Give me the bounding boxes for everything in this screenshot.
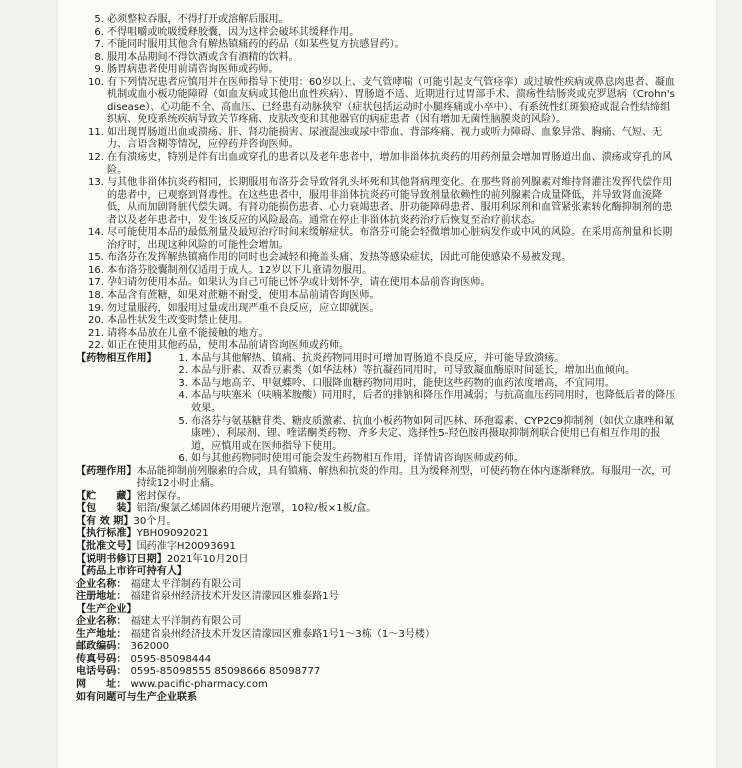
item-text: 本品与呋塞米（呋喃苯胺酸）同用时，后者的排钠和降压作用减弱；与抗高血压药同用时，也降低后者的降压效果。 [191, 390, 676, 414]
interaction-item [82, 416, 678, 454]
field-label: 邮政编码： [76, 641, 127, 653]
item-text: 有下列情况患者应慎用并在医师指导下使用：60岁以上、支气管哮喘（可能引起支气管痉挛）或过敏性疾病或鼻息肉患者、凝血机制或血小板功能障碍（如血友病或其他出血性疾病）、胃肠道不适、近期进行过胃部手术、溃疡性结肠炎或克罗恩病（Crohn's disease）、心功能不全、高血压、已经患有动脉狭窄（症状包括运动时小腿疼痛或小卒中）、有系统性红斑狼疮或混合性结缔组织病、免疫系统疾病导致关节疼痛、皮肤改变和其他器官的病症患者（因有增加无菌性脑膜炎的风险）。 [107, 76, 675, 126]
standard-text: YBH09092021 [136, 528, 209, 540]
item-text: 与其他非甾体抗炎药相同，长期服用布洛芬会导致肾乳头坏死和其他肾病理变化。在那些肾前列腺素对维持肾灌注发挥代偿作用的患者中，已观察到肾毒性。在这些患者中，服用非甾体抗炎药可能导致剂量依赖性的前列腺素合成量降低，并导致肾血流降低，从而加剧肾脏代偿失调。有肾功能损伤患者、心力衰竭患者、肝功能障碍患者、服用利尿剂和血管紧张素转化酶抑制剂的患者以及老年患者中，发生该反应的风险最高。通常在停止非甾体抗炎药治疗后恢复至治疗前状态。 [107, 177, 673, 226]
precaution-item [82, 328, 678, 341]
package-section [76, 503, 678, 516]
footer-note: 如有问题可与生产企业联系 [76, 691, 198, 703]
precaution-item [82, 64, 678, 77]
field-value: 福建省泉州经济技术开发区清濛园区雅泰路1号1～3栋（1～3号楼） [130, 628, 436, 640]
item-text: 本布洛芬胶囊制剂仅适用于成人。12岁以下儿童请勿服用。 [107, 264, 373, 276]
item-text: 布洛芬与氨基糖苷类、糖皮质激素、抗血小板药物如阿司匹林、环孢霉素、CYP2C9抑制剂（如伏立康唑和氟康唑）、利尿剂、锂、喹诺酮类药物、齐多夫定、选择性5-羟色胺再摄取抑制剂联合使用已有相互作用的报道，应慎用或在医师指导下使用。 [191, 415, 675, 452]
item-text: 必须整粒吞服，不得打开或溶解后服用。 [107, 14, 289, 25]
item-number: 17. [87, 277, 104, 289]
precaution-item [82, 177, 678, 227]
item-number: 2. [178, 365, 188, 377]
precaution-item [82, 39, 678, 52]
item-text: 本品与地高辛、甲氨蝶呤、口服降血糖药物同用时，能使这些药物的血药浓度增高，不宜同用。 [191, 377, 615, 389]
item-number: 7. [94, 39, 104, 51]
manufacturer-field [76, 666, 678, 679]
item-number: 1. [178, 352, 188, 364]
field-label: 生产地址： [76, 628, 127, 640]
item-text: 肠胃病患者使用前请咨询医师或药师。 [107, 64, 279, 76]
item-number: 6. [178, 453, 188, 465]
precaution-item [82, 227, 678, 252]
item-number: 20. [87, 315, 104, 327]
precaution-item [82, 303, 678, 316]
manufacturer-field [76, 616, 678, 629]
item-number: 3. [178, 377, 188, 389]
item-number: 14. [87, 227, 104, 239]
pharmacology-section [76, 466, 678, 491]
field-value: 362000 [130, 641, 170, 653]
item-text: 本品含有蔗糖，如果对蔗糖不耐受，使用本品前请咨询医师。 [107, 290, 380, 302]
precaution-item [82, 277, 678, 290]
field-label: 企业名称： [76, 616, 127, 628]
field-label: 传真号码： [76, 653, 127, 665]
precaution-item [82, 14, 678, 27]
item-text: 勿过量服药，如服用过量或出现严重不良反应，应立即就医。 [107, 302, 380, 314]
interaction-item [82, 365, 678, 378]
precaution-item [82, 290, 678, 303]
item-number: 5. [178, 415, 188, 427]
item-text: 本品与其他解热、镇痛、抗炎药物同用时可增加胃肠道不良反应，并可能导致溃疡。 [191, 352, 565, 364]
revision-text: 2021年10月20日 [166, 553, 249, 565]
precaution-item [82, 252, 678, 265]
field-label: 电话号码： [76, 666, 127, 678]
item-number: 19. [87, 302, 104, 314]
manufacturer-header: 【生产企业】 [76, 603, 137, 615]
pharmacology-label: 【药理作用】 [76, 465, 137, 477]
interaction-item [82, 378, 678, 391]
precaution-item [82, 265, 678, 278]
precaution-item [82, 77, 678, 127]
item-number: 13. [87, 177, 104, 189]
field-value: 福建太平洋制药有限公司 [130, 616, 242, 628]
field-label: 企业名称： [76, 578, 127, 590]
interactions-list [82, 353, 678, 466]
item-text: 不能同时服用其他含有解热镇痛药的药品（如某些复方抗感冒药）。 [107, 39, 405, 51]
item-number: 18. [87, 290, 104, 302]
standard-section [76, 528, 678, 541]
package-label: 【包 装】 [76, 503, 137, 515]
package-text: 铝箔/聚氯乙烯固体药用硬片泡罩，10粒/板×1板/盒。 [136, 503, 377, 515]
interactions-label: 【药物相互作用】 [76, 352, 157, 364]
item-text: 如出现胃肠道出血或溃疡、肝、肾功能损害、尿液混浊或尿中带血、背部疼痛、视力或听力障碍、血象异常、胸痛、气短、无力、言语含糊等情况，应停药并咨询医师。 [107, 126, 663, 151]
item-number: 4. [178, 390, 188, 402]
mah-header: 【药品上市许可持有人】 [76, 566, 188, 578]
item-number: 10. [87, 76, 104, 88]
manufacturer-info [76, 616, 678, 691]
item-number: 9. [94, 64, 104, 76]
manufacturer-field [76, 679, 678, 692]
leaflet-text [76, 14, 678, 704]
item-text: 如正在使用其他药品，使用本品前请咨询医师或药师。 [107, 340, 350, 352]
precaution-item [82, 340, 678, 353]
item-number: 21. [87, 327, 104, 339]
item-text: 孕妇请勿使用本品。如果认为自己可能已怀孕或计划怀孕，请在使用本品前咨询医师。 [107, 277, 491, 289]
validity-label: 【有 效 期】 [76, 515, 134, 527]
mah-field [76, 591, 678, 604]
field-value: 福建省泉州经济技术开发区清濛园区雅泰路1号 [130, 591, 339, 603]
item-number: 16. [87, 264, 104, 276]
approval-label: 【批准文号】 [76, 540, 137, 552]
pharmacology-text: 本品能抑制前列腺素的合成，具有镇痛、解热和抗炎的作用。且为缓释剂型，可使药物在体内逐渐释放。每服用一次，可持续12小时止痛。 [136, 465, 672, 490]
interaction-item [82, 353, 678, 366]
item-text: 布洛芬在发挥解热镇痛作用的同时也会减轻和掩盖头痛、发热等感染症状，因此可能使感染不易被发现。 [107, 252, 572, 264]
manufacturer-field [76, 654, 678, 667]
item-text: 尽可能使用本品的最低剂量及最短治疗时间来缓解症状。布洛芬可能会轻微增加心脏病发作或中风的风险。在采用高剂量和长期治疗时，出现这种风险的可能性会增加。 [107, 227, 673, 251]
storage-label: 【贮 藏】 [76, 490, 137, 502]
item-number: 8. [94, 51, 104, 63]
item-text: 本品与肝素、双香豆素类（如华法林）等抗凝药同用时，可导致凝血酶原时间延长，增加出血倾向。 [191, 365, 636, 377]
revision-label: 【说明书修订日期】 [76, 553, 167, 565]
item-number: 6. [94, 26, 104, 38]
manufacturer-field [76, 641, 678, 654]
precautions-list [82, 14, 678, 353]
field-value: 0595-85098444 [130, 653, 212, 665]
interaction-item [82, 453, 678, 466]
item-text: 不得咀嚼或吮吸缓释胶囊，因为这样会破坏其缓释作用。 [107, 26, 360, 38]
approval-text: 国药准字H20093691 [136, 540, 236, 552]
mah-info [76, 579, 678, 604]
item-number: 15. [87, 252, 104, 264]
precaution-item [82, 152, 678, 177]
item-text: 本品性状发生改变时禁止使用。 [107, 315, 249, 327]
item-text: 如与其他药物同时使用可能会发生药物相互作用，详情请咨询医师或药师。 [191, 453, 525, 465]
manufacturer-field [76, 629, 678, 642]
precaution-item [82, 127, 678, 152]
standard-label: 【执行标准】 [76, 528, 137, 540]
validity-section [76, 516, 678, 529]
mah-field [76, 579, 678, 592]
field-value: www.pacific-pharmacy.com [130, 678, 268, 690]
item-number: 11. [87, 126, 104, 138]
validity-text: 30个月。 [133, 515, 177, 527]
item-number: 5. [94, 14, 104, 25]
field-label: 注册地址： [76, 591, 127, 603]
item-number: 12. [87, 152, 104, 164]
precaution-item [82, 27, 678, 40]
interaction-item [82, 390, 678, 415]
storage-section [76, 491, 678, 504]
item-number: 22. [87, 340, 104, 352]
precaution-item [82, 315, 678, 328]
approval-section [76, 541, 678, 554]
storage-text: 密封保存。 [136, 490, 188, 502]
item-text: 在有溃疡史，特别是伴有出血或穿孔的患者以及老年患者中，增加非甾体抗炎药的用药剂量会增加胃肠道出血、溃疡或穿孔的风险。 [107, 152, 673, 176]
field-label: 网 址： [76, 678, 127, 690]
item-text: 服用本品期间不得饮酒或含有酒精的饮料。 [107, 51, 299, 63]
precaution-item [82, 52, 678, 65]
revision-section [76, 554, 678, 567]
field-value: 福建太平洋制药有限公司 [130, 578, 242, 590]
item-text: 请将本品放在儿童不能接触的地方。 [107, 327, 269, 339]
field-value: 0595-85098555 85098666 85098777 [130, 666, 321, 678]
